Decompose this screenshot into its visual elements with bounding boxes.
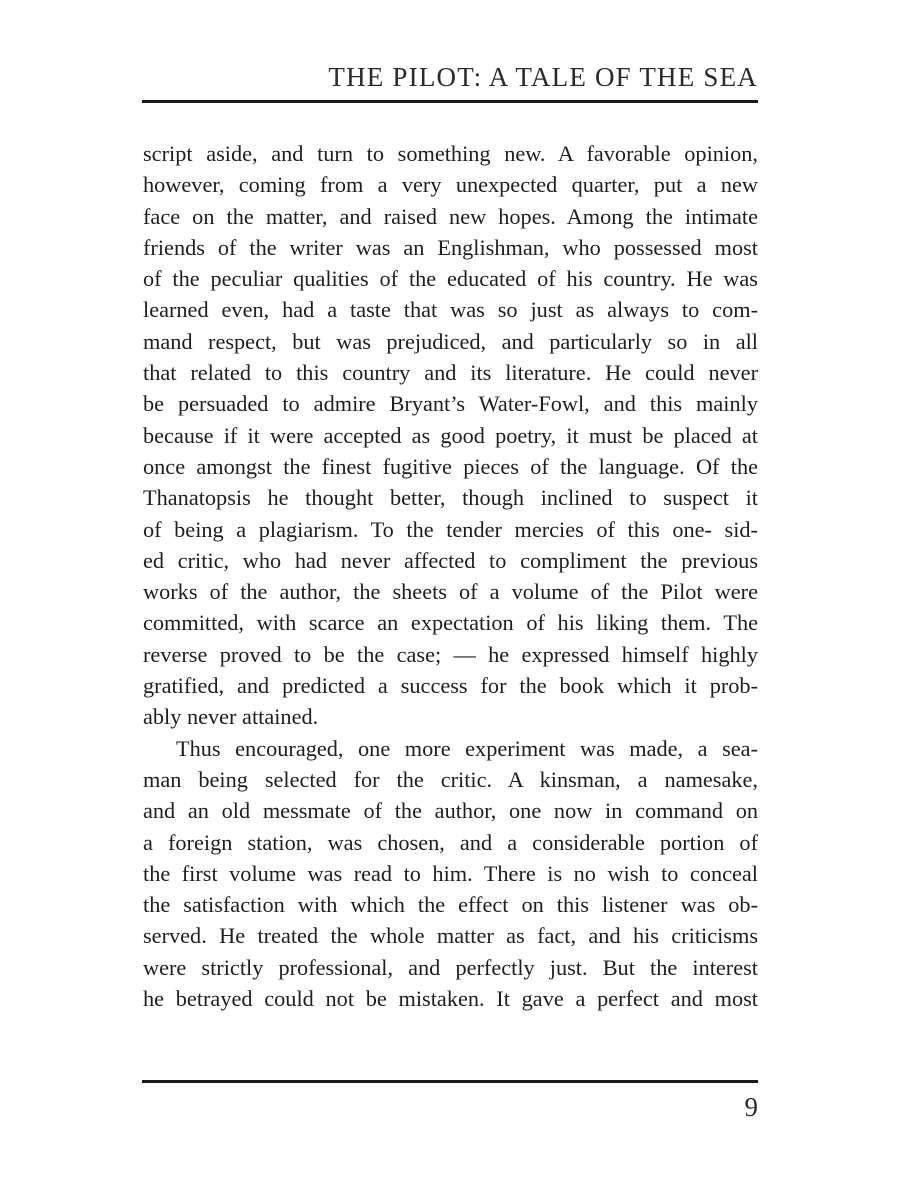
- text-line: man being selected for the critic. A kinsman, a namesake,: [143, 766, 758, 792]
- text-line: committed, with scarce an expectation of his liking them. The: [143, 610, 758, 636]
- header-rule: [142, 100, 758, 103]
- text-line: script aside, and turn to something new. A favorable opinion,: [143, 141, 758, 166]
- text-line: mand respect, but was prejudiced, and particularly so in all: [143, 328, 758, 354]
- text-line: ed critic, who had never affected to compliment the previous: [143, 547, 758, 573]
- text-line: because if it were accepted as good poetry, it must be placed at: [143, 422, 758, 448]
- text-line: once amongst the finest fugitive pieces of the language. Of the: [143, 453, 758, 479]
- text-line: and an old messmate of the author, one now in command on: [143, 798, 758, 824]
- text-line: friends of the writer was an Englishman, who possessed most: [143, 234, 758, 260]
- footer-rule: [142, 1080, 758, 1083]
- text-line: however, coming from a very unexpected quarter, put a new: [143, 172, 758, 198]
- text-line: were strictly professional, and perfectly just. But the interest: [143, 954, 758, 980]
- text-line: he betrayed could not be mistaken. It gave a perfect and most: [143, 986, 758, 1012]
- text-line: that related to this country and its literature. He could never: [143, 360, 758, 386]
- text-line: be persuaded to admire Bryant’s Water-Fowl, and this mainly: [143, 391, 758, 417]
- running-head-title: THE PILOT: A TALE OF THE SEA: [328, 62, 758, 92]
- text-line: the first volume was read to him. There is no wish to conceal: [143, 860, 758, 886]
- text-line: of the peculiar qualities of the educated of his country. He was: [143, 266, 758, 292]
- text-line: the satisfaction with which the effect on this listener was ob-: [143, 892, 758, 918]
- text-line: Thanatopsis he thought better, though inclined to suspect it: [143, 485, 758, 511]
- paragraph-end-line: ably never attained.: [143, 704, 319, 730]
- text-line: works of the author, the sheets of a volume of the Pilot were: [143, 579, 758, 605]
- text-line: served. He treated the whole matter as fact, and his criticisms: [143, 923, 758, 949]
- text-line: learned even, had a taste that was so just as always to com-: [143, 297, 758, 323]
- body-text: [143, 138, 758, 1014]
- text-line: face on the matter, and raised new hopes. Among the intimate: [143, 203, 758, 229]
- page-number: 9: [744, 1092, 758, 1122]
- text-line: gratified, and predicted a success for the book which it prob-: [143, 673, 758, 699]
- paragraph-first-line: Thus encouraged, one more experiment was made, a sea-: [176, 735, 758, 761]
- text-line: a foreign station, was chosen, and a considerable portion of: [143, 829, 758, 855]
- text-line: reverse proved to be the case; — he expressed himself highly: [143, 641, 758, 667]
- text-line: of being a plagiarism. To the tender mercies of this one- sid-: [143, 516, 758, 542]
